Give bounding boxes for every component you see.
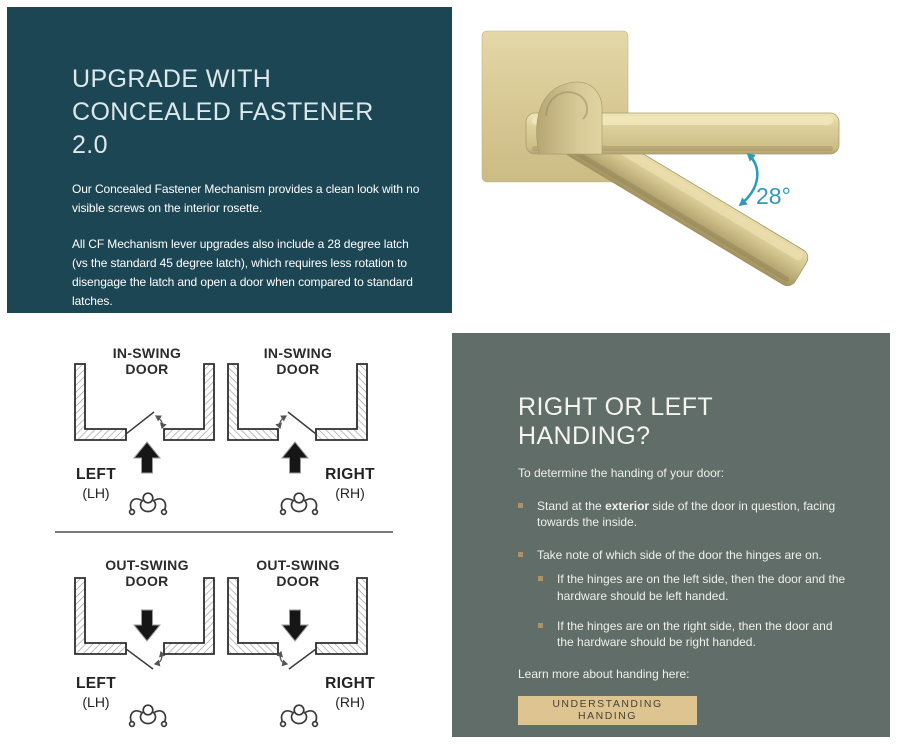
handing-panel <box>452 333 890 737</box>
in-swing-left-abbr: (LH) <box>82 485 110 501</box>
handing-diagram-svg <box>0 312 450 742</box>
person-icon <box>281 705 318 726</box>
list-item <box>538 571 852 604</box>
out-swing-left-label: LEFT <box>76 675 116 692</box>
in-swing-left-label: LEFT <box>76 466 116 483</box>
handing-heading: RIGHT OR LEFT HANDING? <box>518 393 713 450</box>
bullet-2-text: Take note of which side of the door the hinges are on. <box>537 547 822 562</box>
out-swing-direction-arrow <box>282 610 308 641</box>
in-swing-title-right: IN-SWING <box>263 345 333 361</box>
bullet-square-icon <box>518 503 523 508</box>
list-item <box>518 498 852 531</box>
diagram-in-swing-right <box>228 364 367 473</box>
handing-intro: To determine the handing of your door: <box>518 466 725 480</box>
sub-bullet-1-text: If the hinges are on the left side, then the door and the hardware should be left handed. <box>557 572 846 603</box>
out-swing-title-left-2: DOOR <box>125 573 169 589</box>
bullet-1-text: Stand at the exterior side of the door in question, facing towards the inside. <box>537 498 836 530</box>
out-swing-title-left: OUT-SWING <box>105 557 189 573</box>
person-icon <box>130 493 167 514</box>
upgrade-panel <box>7 7 452 313</box>
diagram-in-swing-left <box>75 364 214 473</box>
handing-diagram-figure <box>0 312 450 742</box>
upgrade-paragraph-1: Our Concealed Fastener Mechanism provides a clean look with no visible screws on the interior rosette. <box>72 182 420 215</box>
in-swing-title-left-2: DOOR <box>125 361 169 377</box>
angle-label: 28° <box>756 183 791 209</box>
out-swing-right-label: RIGHT <box>325 675 375 692</box>
in-swing-title-left: IN-SWING <box>112 345 182 361</box>
in-swing-direction-arrow <box>282 442 308 473</box>
out-swing-direction-arrow <box>134 610 160 641</box>
diagram-out-swing-right <box>228 578 367 669</box>
upgrade-heading: UPGRADE WITH CONCEALED FASTENER 2.0 <box>72 65 374 159</box>
out-swing-title-right-2: DOOR <box>276 573 320 589</box>
upgrade-paragraph-2: All CF Mechanism lever upgrades also include a 28 degree latch (vs the standard 45 degree latch), which requires less rotation to disengage the latch and open a door when compared to standard latches. <box>72 236 413 308</box>
in-swing-direction-arrow <box>134 442 160 473</box>
out-swing-right-abbr: (RH) <box>335 694 365 710</box>
lever-figure-svg <box>450 0 905 320</box>
list-item <box>518 547 852 651</box>
in-swing-right-label: RIGHT <box>325 466 375 483</box>
bullet-square-icon <box>538 576 543 581</box>
person-icon <box>281 493 318 514</box>
understanding-handing-button[interactable]: UNDERSTANDING HANDING <box>518 696 697 725</box>
lever-angle-figure <box>450 0 905 320</box>
out-swing-title-right: OUT-SWING <box>256 557 340 573</box>
in-swing-title-right-2: DOOR <box>276 361 320 377</box>
list-item <box>538 618 852 651</box>
bullet-square-icon <box>538 623 543 628</box>
rotation-arc-arrow <box>740 154 757 205</box>
handing-bullet-list <box>518 498 852 651</box>
diagram-out-swing-left <box>75 578 214 669</box>
person-icon <box>130 705 167 726</box>
in-swing-right-abbr: (RH) <box>335 485 365 501</box>
out-swing-left-abbr: (LH) <box>82 694 110 710</box>
bullet-square-icon <box>518 552 523 557</box>
sub-bullet-2-text: If the hinges are on the right side, then the door and the hardware should be right handed. <box>557 618 833 650</box>
handing-sub-list <box>538 571 852 650</box>
learn-more-text: Learn more about handing here: <box>518 666 690 681</box>
